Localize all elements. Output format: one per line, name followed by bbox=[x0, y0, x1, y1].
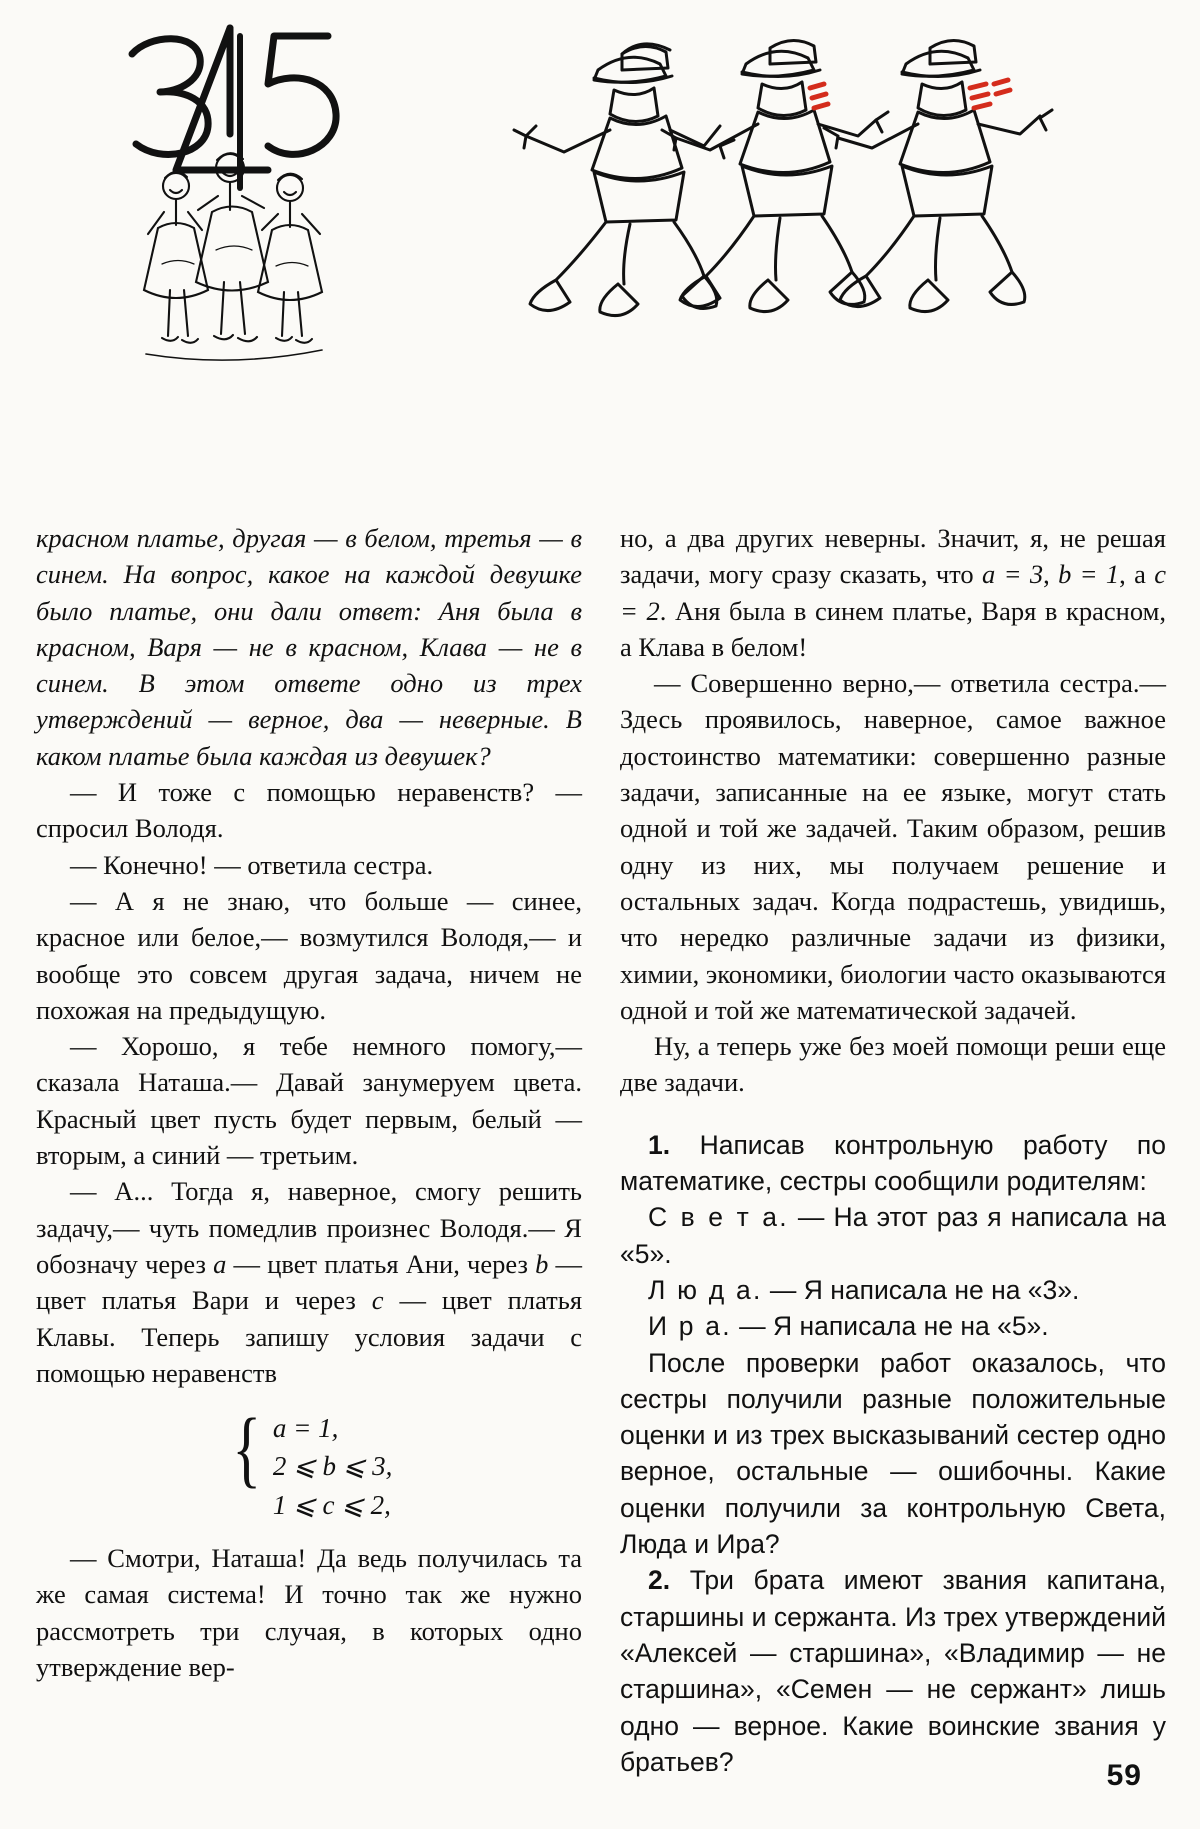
paragraph-volodya-conclusion: — Смотри, Наташа! Да ведь получилась та же самая система! И точно так же нужно рассмотреть три случая, в которых одно утверждение вер- bbox=[36, 1543, 582, 1682]
paragraph-continuation bbox=[620, 520, 1166, 665]
problem-2 bbox=[620, 1562, 1166, 1780]
name-ira: И р а. bbox=[648, 1311, 732, 1342]
ira-statement: — Я написала не на «5». bbox=[731, 1311, 1049, 1342]
problem-2-number: 2. bbox=[648, 1565, 671, 1596]
paragraph-volodya-objection: — А я не знаю, что больше — синее, красное или белое,— возмутился Володя,— и вообще это совсем другая задача, ничем не похожая на предыдущую. bbox=[36, 885, 582, 1025]
illustration-area bbox=[0, 0, 1200, 420]
value-a: a = 3 bbox=[982, 559, 1044, 590]
variable-b: b bbox=[535, 1248, 549, 1279]
notation-text-1: — А... Тогда я, наверное, смогу решить задачу,— чуть помедлив произнес Володя.— Я обозначу через bbox=[36, 1176, 582, 1279]
paragraph-sister-answer: — Конечно! — ответила сестра. bbox=[70, 849, 434, 880]
paragraph-volodya-notation bbox=[36, 1173, 582, 1391]
sep-1: , bbox=[1043, 559, 1059, 590]
notation-text-4: — цвет платья Клавы. Теперь запишу условия задачи с помощью неравенств bbox=[36, 1285, 583, 1388]
name-luda: Л ю д а. bbox=[648, 1274, 763, 1305]
continuation-text-2: . Аня была в синем платье, Варя в красном, а Клава в белом! bbox=[620, 595, 1166, 662]
sep-2: , а bbox=[1119, 559, 1155, 590]
variable-c: c bbox=[371, 1285, 384, 1316]
problem-1-conclusion: После проверки работ оказалось, что сестры получили разные положительные оценки и из трех высказываний сестер одно верное, остальные — ошибочны. Какие оценки получили за контрольную Света, Люда и Ира? bbox=[620, 1347, 1166, 1560]
value-c: c = 2 bbox=[620, 559, 1167, 626]
left-column bbox=[36, 520, 582, 1780]
problem-1-ira bbox=[620, 1308, 1166, 1344]
text-columns bbox=[36, 520, 1166, 1780]
sveta-statement: — На этот раз я написала на «5». bbox=[620, 1202, 1166, 1269]
problems-block bbox=[620, 1127, 1166, 1780]
brace-icon: { bbox=[231, 1400, 261, 1497]
name-sveta: С в е т а. bbox=[648, 1202, 789, 1233]
paragraph-sister-explanation: — Совершенно верно,— ответила сестра.— Здесь проявилось, наверное, самое важное достоинство математики: совершенно разные задачи, записанные на ее языке, могут стать одной и той же задачей. Таким образом, решив одну из них, мы получаем решение и остальных задач. Когда подрастешь, увидишь, что нередко различные задачи из физики, химии, экономики, биологии часто оказываются одной и той же математической задачей. bbox=[620, 668, 1166, 1025]
paragraph-natasha-help: — Хорошо, я тебе немного помогу,— сказала Наташа.— Давай занумеруем цвета. Красный цвет пусть будет первым, белый — вторым, а синий — третьим. bbox=[36, 1031, 582, 1171]
inequality-line-3: 1 ⩽ c ⩽ 2, bbox=[272, 1489, 391, 1520]
figure-number-345-with-girls bbox=[118, 18, 368, 368]
system-of-inequalities bbox=[36, 1400, 582, 1524]
problem-1 bbox=[620, 1127, 1166, 1200]
variable-a: a bbox=[213, 1248, 227, 1279]
figure-dancing-soldiers bbox=[510, 18, 1070, 358]
problem-1-number: 1. bbox=[648, 1129, 671, 1160]
problem-1-luda bbox=[620, 1272, 1166, 1308]
paragraph-try-yourself: Ну, а теперь уже без моей помощи реши еще две задачи. bbox=[620, 1031, 1166, 1098]
lead-paragraph-italic: красном платье, другая — в белом, третья — в синем. На вопрос, какое на каждой девушке было платье, они дали ответ: Аня была в красном, Варя — не в красном, Клава — не в синем. В этом ответе одно из трех утверждений — верное, два — неверные. В каком платье была каждая из девушек? bbox=[36, 523, 582, 771]
inequality-line-2: 2 ⩽ b ⩽ 3, bbox=[272, 1451, 393, 1482]
problem-1-sveta bbox=[620, 1199, 1166, 1272]
value-b: b = 1 bbox=[1058, 559, 1120, 590]
paragraph-volodya-question: — И тоже с помощью неравенств? — спросил Володя. bbox=[36, 777, 582, 844]
problem-2-text: Три брата имеют звания капитана, старшины и сержанта. Из трех утверждений «Алексей — старшина», «Владимир — не старшина», «Семен — не сержант» лишь одно — верное. Какие воинские звания у братьев? bbox=[620, 1565, 1166, 1777]
page-number: 59 bbox=[1106, 1759, 1142, 1792]
luda-statement: — Я написала не на «3». bbox=[762, 1274, 1080, 1305]
notation-text-3: — цвет платья Вари и через bbox=[36, 1248, 582, 1316]
continuation-text-1: но, а два других неверны. Значит, я, не решая задачи, могу сразу сказать, что bbox=[620, 523, 1166, 590]
notation-text-2: — цвет платья Ани, через bbox=[226, 1248, 536, 1279]
problem-1-text: Написав контрольную работу по математике, сестры сообщили родителям: bbox=[620, 1129, 1166, 1197]
inequality-line-1: a = 1, bbox=[272, 1413, 339, 1444]
right-column bbox=[620, 520, 1166, 1780]
